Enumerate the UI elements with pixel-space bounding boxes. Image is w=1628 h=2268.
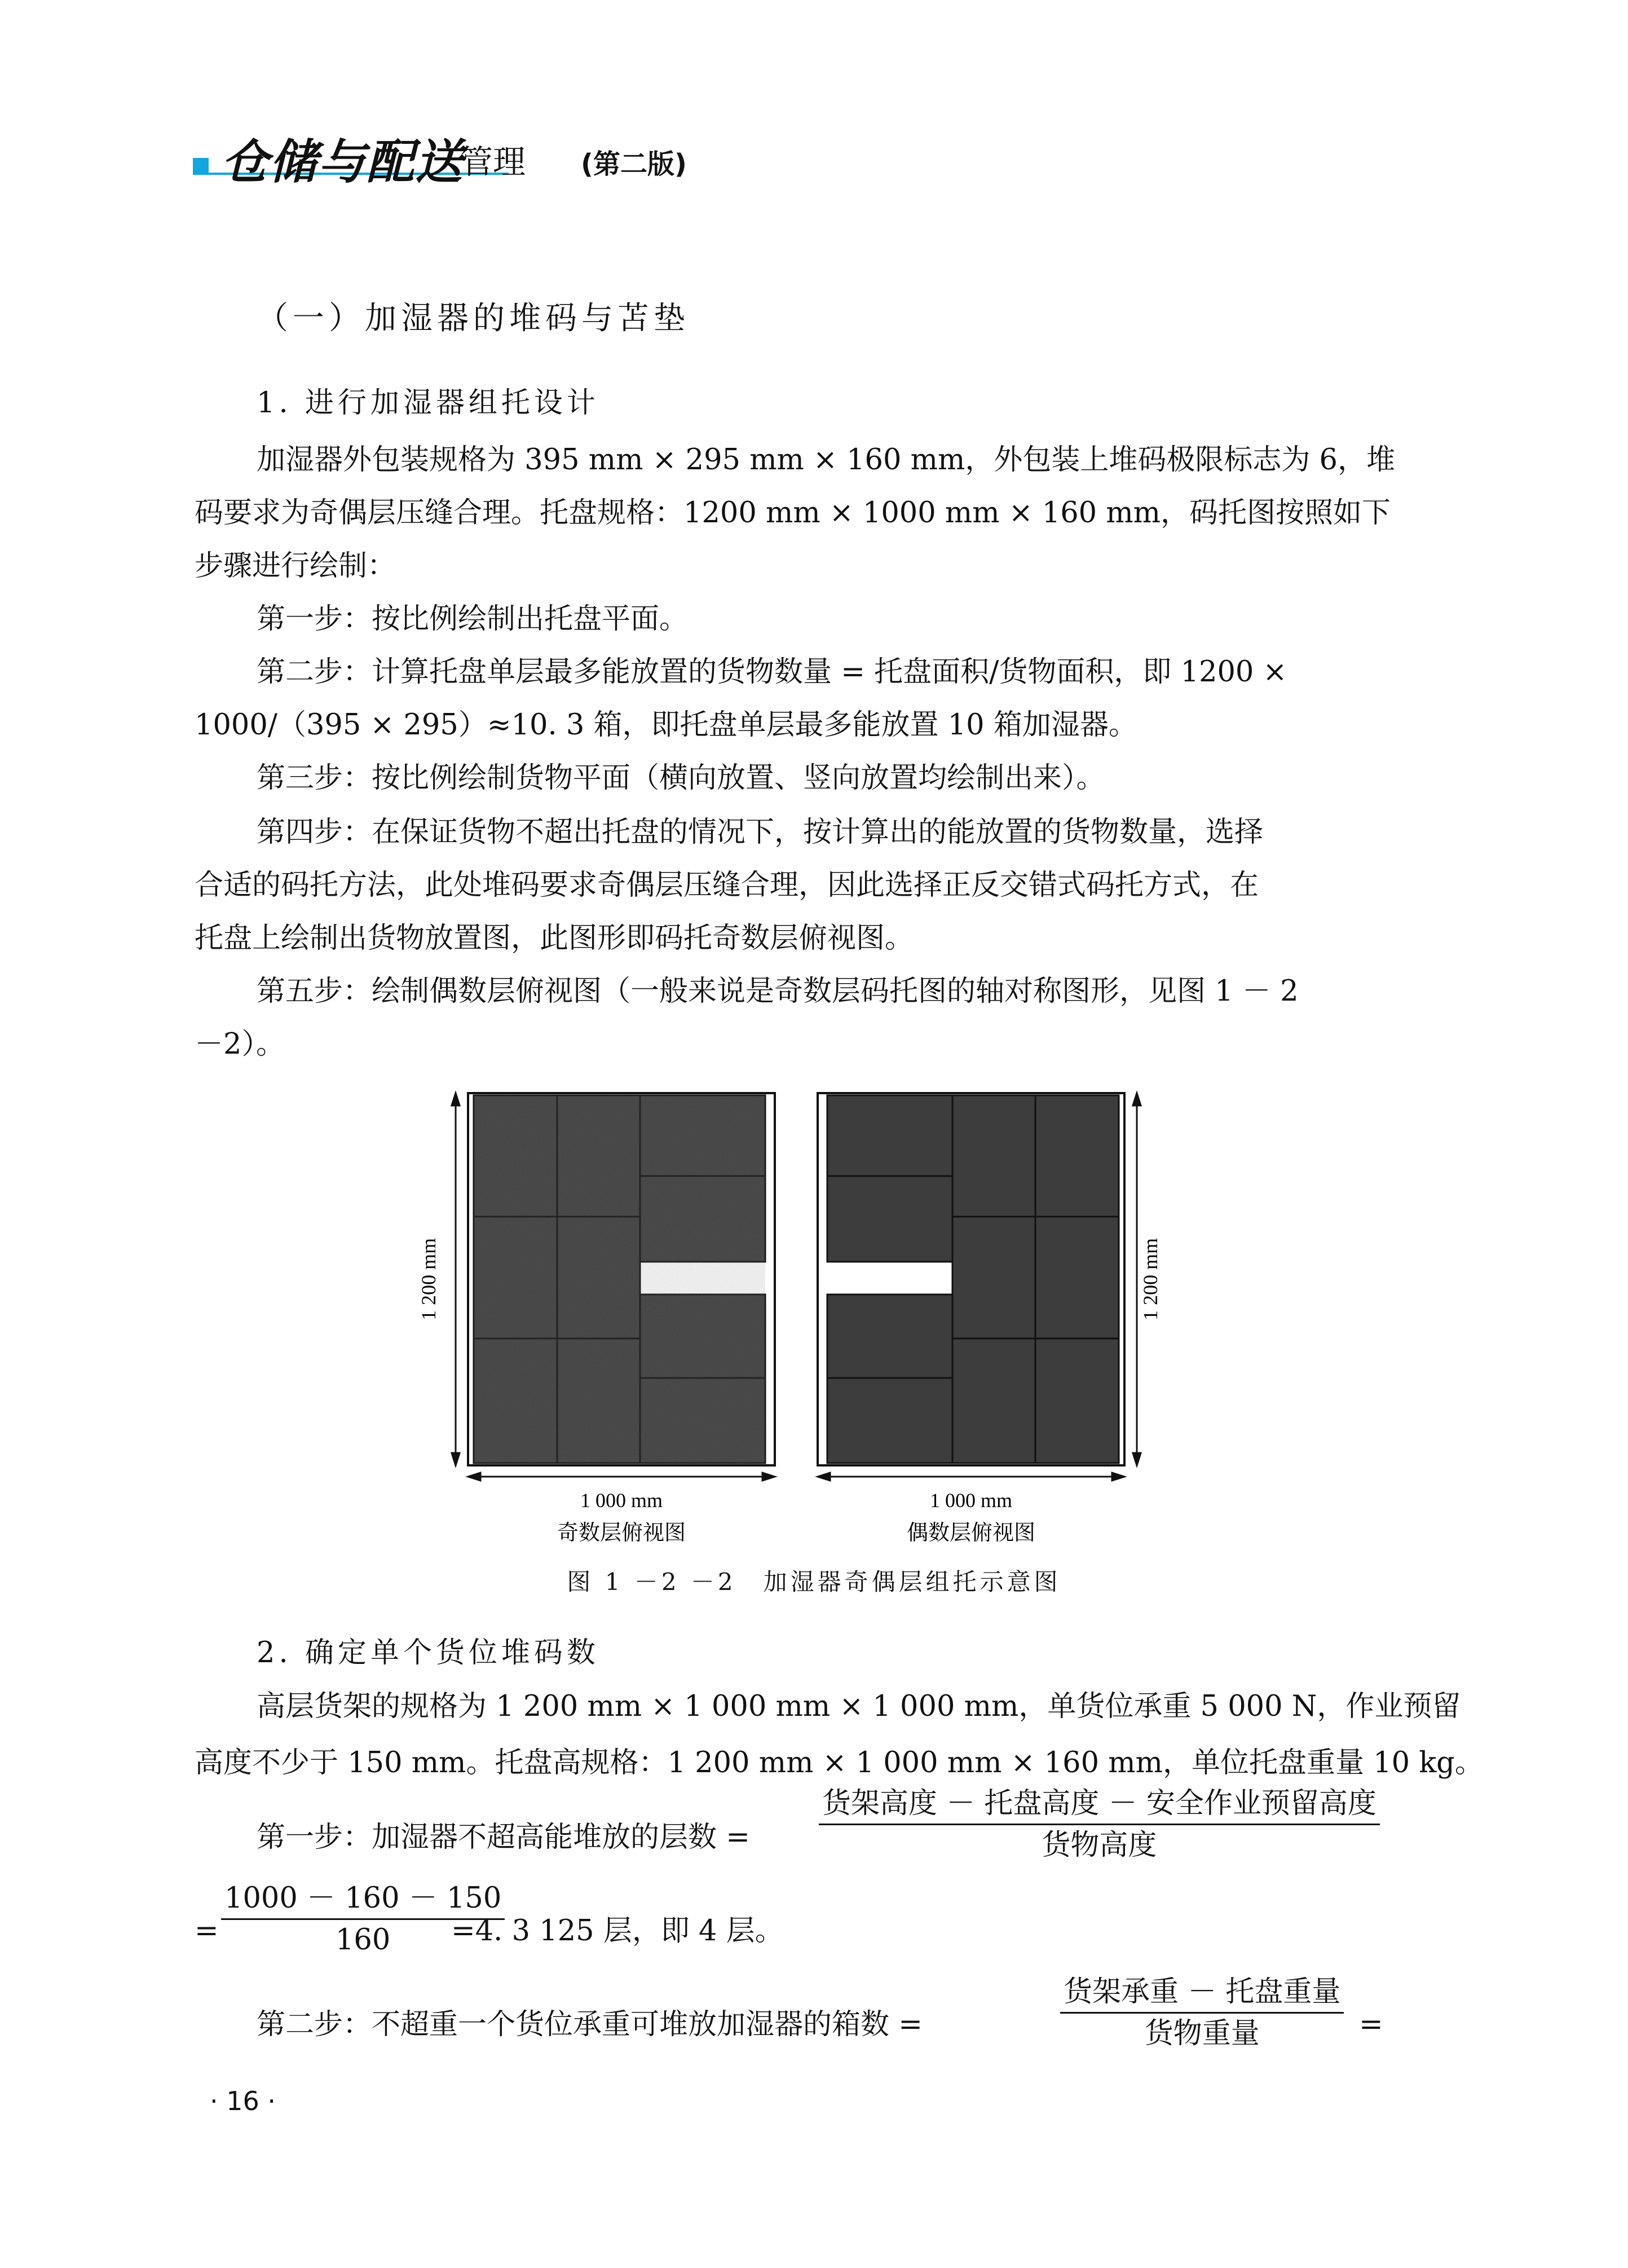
figure-caption: 图 1 －2 －2 加湿器奇偶层组托示意图 — [567, 1568, 1061, 1596]
odd-box — [557, 1217, 640, 1338]
book-title-brand: 仓储与配送 — [221, 134, 464, 190]
step-4-line-1: 第四步：在保证货物不超出托盘的情况下，按计算出的能放置的货物数量，选择 — [257, 816, 1264, 849]
formula-2-lead: 第二步：不超重一个货位承重可堆放加湿器的箱数 = — [257, 2008, 923, 2041]
formula-1-denominator: 货物高度 — [1042, 1829, 1157, 1862]
odd-layer-pallet — [468, 1093, 775, 1465]
formula-2-fraction — [1060, 1975, 1344, 2050]
even-width-dimension — [818, 1473, 1124, 1481]
step-2-line-2: 1000/（395 × 295）≈10. 3 箱，即托盘单层最多能放置 10 箱加湿器。 — [195, 708, 1137, 742]
even-box — [827, 1378, 952, 1463]
even-box — [1035, 1095, 1119, 1217]
page-number: · 16 · — [210, 2086, 276, 2116]
odd-pallet-outline — [468, 1093, 775, 1465]
formula-2-denominator: 货物重量 — [1144, 2017, 1260, 2050]
book-title-suffix: 管理 — [460, 143, 526, 181]
odd-box — [557, 1338, 640, 1463]
odd-layer-title: 奇数层俯视图 — [557, 1520, 686, 1545]
odd-box — [474, 1095, 557, 1217]
even-height-dimension — [1133, 1093, 1141, 1465]
paragraph-1-line-1: 加湿器外包装规格为 395 mm × 295 mm × 160 mm，外包装上堆码极限标志为 6，堆 — [257, 443, 1396, 477]
odd-height-label: 1 200 mm — [417, 1238, 440, 1321]
formula-1b-result: =4. 3 125 层，即 4 层。 — [451, 1914, 784, 1948]
even-box — [1035, 1217, 1119, 1338]
formula-1-lead: 第一步：加湿器不超高能堆放的层数 = — [257, 1821, 750, 1854]
formula-1b-equals: = — [195, 1914, 219, 1948]
book-edition: (第二版) — [581, 148, 687, 180]
subsection-heading-1: 1. 进行加湿器组托设计 — [257, 386, 599, 420]
odd-box — [640, 1095, 765, 1176]
even-layer-title: 偶数层俯视图 — [906, 1520, 1036, 1545]
even-box — [1035, 1338, 1119, 1463]
odd-width-dimension — [468, 1473, 775, 1481]
even-height-label: 1 200 mm — [1139, 1238, 1162, 1321]
even-box — [827, 1176, 952, 1262]
paragraph-1-line-3: 步骤进行绘制： — [195, 549, 396, 583]
odd-box — [640, 1378, 765, 1463]
even-width-label: 1 000 mm — [929, 1489, 1013, 1512]
paragraph-2-line-2: 高度不少于 150 mm。托盘高规格：1 200 mm × 1 000 mm × 160 mm，单位托盘重量 10 kg。 — [195, 1746, 1484, 1780]
odd-box — [474, 1338, 557, 1463]
odd-height-dimension — [452, 1093, 460, 1465]
running-header — [193, 123, 700, 190]
odd-box — [557, 1095, 640, 1217]
even-pallet-outline — [818, 1093, 1124, 1465]
paragraph-2-line-1: 高层货架的规格为 1 200 mm × 1 000 mm × 1 000 mm，单货位承重 5 000 N，作业预留 — [257, 1690, 1461, 1723]
odd-box — [474, 1217, 557, 1338]
step-5-line-2: －2）。 — [195, 1028, 285, 1061]
formula-1b-denominator: 160 — [335, 1923, 391, 1957]
step-2-line-1: 第二步：计算托盘单层最多能放置的货物数量 = 托盘面积/货物面积，即 1200 × — [257, 655, 1287, 689]
header-accent-square — [193, 158, 209, 174]
formula-1-numerator: 货架高度 － 托盘高度 － 安全作业预留高度 — [819, 1789, 1380, 1825]
even-box — [952, 1095, 1035, 1217]
formula-1-fraction — [819, 1789, 1380, 1860]
paragraph-1-line-2: 码要求为奇偶层压缝合理。托盘规格：1200 mm × 1000 mm × 160 mm，码托图按照如下 — [195, 496, 1391, 530]
even-layer-pallet — [818, 1093, 1124, 1465]
subsection-heading-2: 2. 确定单个货位堆码数 — [257, 1636, 599, 1670]
step-4-line-2: 合适的码托方法，此处堆码要求奇偶层压缝合理，因此选择正反交错式码托方式，在 — [195, 869, 1259, 902]
formula-2-tail: = — [1359, 2008, 1383, 2041]
odd-box — [640, 1176, 765, 1262]
step-5-line-1: 第五步：绘制偶数层俯视图（一般来说是奇数层码托图的轴对称图形，见图 1 － 2 — [257, 975, 1299, 1008]
formula-2-numerator: 货架承重 － 托盘重量 — [1060, 1978, 1344, 2014]
step-3: 第三步：按比例绘制货物平面（横向放置、竖向放置均绘制出来）。 — [257, 761, 1105, 795]
odd-width-label: 1 000 mm — [580, 1489, 663, 1512]
step-1: 第一步：按比例绘制出托盘平面。 — [257, 602, 689, 636]
step-4-line-3: 托盘上绘制出货物放置图，此图形即码托奇数层俯视图。 — [195, 922, 914, 955]
odd-box — [640, 1294, 765, 1378]
even-box — [952, 1217, 1035, 1338]
even-box — [827, 1294, 952, 1378]
even-box — [827, 1095, 952, 1176]
section-heading: （一）加湿器的堆码与苫垫 — [257, 300, 690, 337]
even-box — [952, 1338, 1035, 1463]
formula-1b-numerator: 1000 － 160 － 150 — [221, 1884, 505, 1920]
